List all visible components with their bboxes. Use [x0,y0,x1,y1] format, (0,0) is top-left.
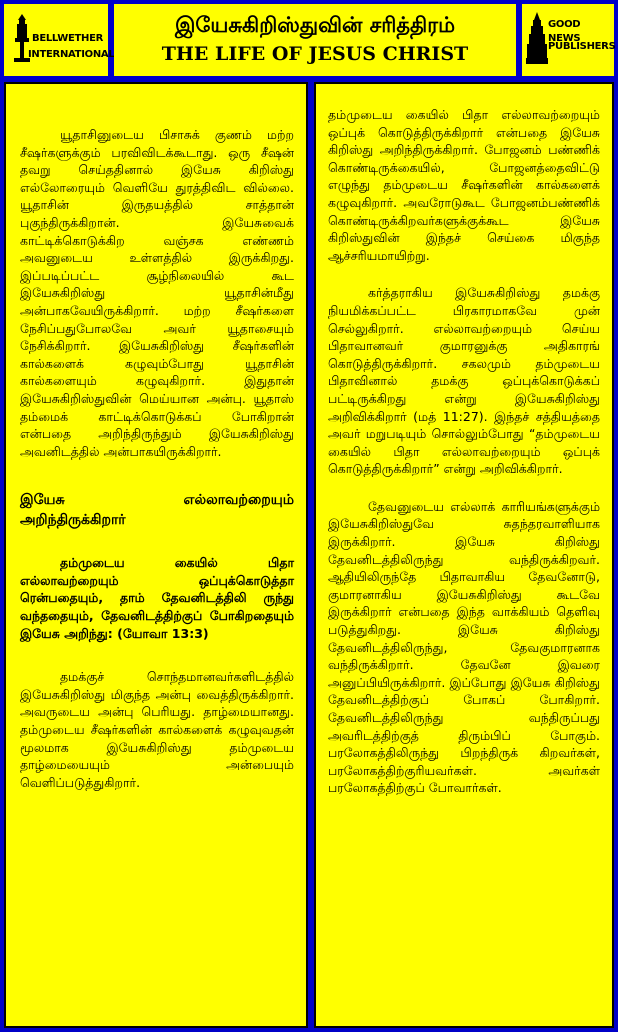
temple-icon [526,12,548,66]
left-paragraph-2: தமக்குச் சொந்தமானவர்களிடத்தில் இயேசுகிறிஸ்து மிகுந்த அன்பு வைத்திருக்கிறார். அவருடைய அன்பு பெரியது. தாழ்மையானது. தம்முடைய சீஷர்களின் கால்களைக் கழுவுவதன் மூலமாக இயேசுகிறிஸ்து தம்முடைய தாழ்மையையும் அன்பையும் வெளிப்படுத்துகிறார். [20,669,294,790]
right-paragraph-1: தம்முடைய கையில் பிதா எல்லாவற்றையும் ஒப்புக் கொடுத்திருக்கிறார் என்பதை இயேசு கிறிஸ்து அறிந்திருக்கிறார். போஜனம் பண்ணிக் கொண்டிருக்கையில், போஜனத்தைவிட்டு எழுந்து தம்முடைய சீஷர்களின் கால்களைக் கழுவுகிறார். அவரோடுகூட போஜனம்பண்ணிக் கொண்டிருக்கிறவர்களுக்குக்கூட இயேசு கிறிஸ்துவின் இந்தச் செய்கை மிகுந்த ஆச்சரியமாயிற்று. [328,107,600,263]
logo-right-line2: PUBLISHERS [548,41,616,52]
left-column [4,82,308,1028]
page-title-english: THE LIFE OF JESUS CHRIST [161,43,469,65]
logo-left-line1: BELLWETHER [32,33,104,44]
scripture-verse: தம்முடைய கையில் பிதா எல்லாவற்றையும் ஒப்புக்கொடுத்தா ரென்பதையும், தாம் தேவனிடத்திலி ருந்து வந்ததையும், தேவனிடத்திற்குப் போகிறதையும் இயேசு அறிந்து: (யோவா 13:3) [20,555,294,641]
logo-left-line2: INTERNATIONAL [28,49,115,60]
right-paragraph-3: தேவனுடைய எல்லாக் காரியங்களுக்கும் இயேசுகிறிஸ்துவே சுதந்தரவாளியாக இருக்கிறார். இயேசு கிறிஸ்து தேவனிடத்திலிருந்து வந்திருக்கிறவர். ஆதியிலிருந்தே பிதாவாகிய தேவனோடு, குமாரனாகிய இயேசுகிறிஸ்து கூடவே இருக்கிறார் என்பதை இந்த வாக்கியம் தெளிவு படுத்துகிறது. இயேசு கிறிஸ்து தேவனிடத்திலிருந்து, தேவகுமாரனாக வந்திருக்கிறார். தேவனே இவரை அனுப்பியிருக்கிறார். இப்போது இயேசு கிறிஸ்து தேவனிடத்திற்குப் போகப் போகிறார். தேவனிடத்திலிருந்து வந்திருப்பது அவரிடத்திற்குத் திரும்பிப் போகும். பரலோகத்திலிருந்து பிறந்திருக் கிறவர்கள், பரலோகத்திற்குரியவர்கள். அவர்கள் பரலோகத்திற்குப் போவார்கள். [328,498,600,796]
bellwether-logo [4,4,115,76]
section-heading-line-1: இயேசு எல்லாவற்றையும் [20,492,294,509]
right-column [314,82,614,1028]
good-news-logo [522,4,614,76]
left-paragraph-1: யூதாசினுடைய பிசாசுக் குணம் மற்ற சீஷர்களுக்கும் பரவிவிடக்கூடாது. ஒரு சீஷன் தவறு செய்ததினால் இயேசு கிறிஸ்து எல்லோரையும் வெளியே துரத்திவிட வில்லை. யூதாசின் இருதயத்தில் சாத்தான் புகுந்திருக்கிறான். இயேசுவைக் காட்டிக்கொடுக்கிற வஞ்சக எண்ணம் அவனுடைய உள்ளத்தில் இருக்கிறது. இப்படிப்பட்ட சூழ்நிலையில் கூட இயேசுகிறிஸ்து யூதாசின்மீது அன்பாகவேயிருக்கிறார். மற்ற சீஷர்களை நேசிப்பதுபோலவே அவர் யூதாசையும் நேசிக்கிறார். இயேசுகிறிஸ்து சீஷர்களின் கால்களைக் கழுவும்போது யூதாசின் கால்களையும் கழுவுகிறார். இதுதான் இயேசுகிறிஸ்துவின் மெய்யான அன்பு. யூதாஸ் தம்மைக் காட்டிக்கொடுக்கப் போகிறான் என்பதை அறிந்திருந்தும் இயேசுகிறிஸ்து அவனிடத்தில் அன்பாகயிருக்கிறார். [20,127,294,459]
logo-right-line1: GOOD NEWS [548,19,581,44]
page-title-box [114,4,516,76]
right-paragraph-2: கர்த்தராகிய இயேசுகிறிஸ்து தமக்கு நியமிக்கப்பட்ட பிரகாரமாகவே முன் செல்லுகிறார். எல்லாவற்றையும் செய்ய பிதாவானவர் குமாரனுக்கு அதிகாரங் கொடுத்திருக்கிறார். சகலமும் தம்முடைய பிதாவினால் தமக்கு ஒப்புக்கொடுக்கப் பட்டிருக்கிறது என்று இயேசுகிறிஸ்து அறிவிக்கிறார் (மத் 11:27). இந்தச் சத்தியத்தை அவர் மறுபடியும் சொல்லும்போது “தம்முடைய கையில் பிதா எல்லாவற்றையும் ஒப்புக் கொடுத்திருக்கிறார்” என்று அறிவிக்கிறார். [328,285,600,477]
section-heading-line-2: அறிந்திருக்கிறார் [20,512,126,529]
page-title-tamil: இயேசுகிறிஸ்துவின் சரித்திரம் [174,12,456,37]
